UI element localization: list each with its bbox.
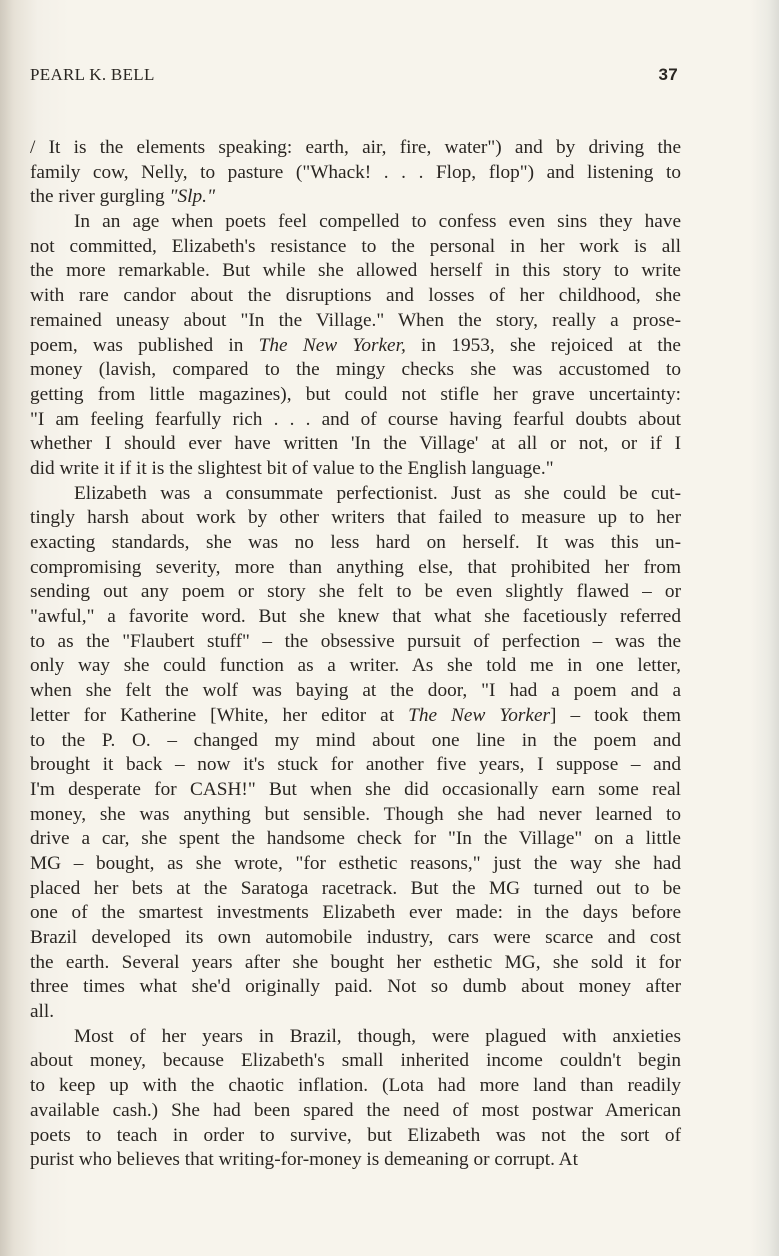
paragraph [30,482,681,1025]
text-line [30,1049,681,1074]
text-line [30,1025,681,1050]
text-run: whether I should ever have written 'In the Village' at all or not, or if I [30,433,681,455]
text-run: available cash.) She had been spared the need of most postwar American [30,1099,681,1121]
text-line [30,309,681,334]
text-run: in 1953, she rejoiced at the [405,334,681,356]
running-head [30,65,678,89]
text-line [30,284,681,309]
text-run: the earth. Several years after she bought her esthetic MG, she sold it for [30,951,681,973]
text-line [30,926,681,951]
text-run: The New Yorker [408,704,551,726]
text-run: letter for Katherine [White, her editor at [30,704,409,726]
text-line [30,185,681,210]
text-run: purist who believes that writing-for-money is demeaning or corrupt. At [30,1149,578,1171]
text-run: Most of her years in Brazil, though, were plagued with anxieties [74,1025,681,1047]
text-line [30,580,681,605]
text-run: "Slp." [169,186,216,208]
text-run: MG – bought, as she wrote, "for esthetic reasons," just the way she had [30,852,681,874]
text-run: The New Yorker, [258,334,406,356]
text-run: / It is the elements speaking: earth, air, fire, water") and by driving the [30,137,681,158]
text-line [30,877,681,902]
text-line [30,136,681,161]
text-run: brought it back – now it's stuck for another five years, I suppose – and [30,754,681,776]
text-run: only way she could function as a writer. As she told me in one letter, [30,655,681,677]
text-line [30,482,681,507]
text-line [30,951,681,976]
text-line [30,975,681,1000]
text-line [30,901,681,926]
text-line [30,408,681,433]
text-line [30,556,681,581]
paragraph [30,136,681,210]
text-run: three times what she'd originally paid. Not so dumb about money after [30,976,681,998]
text-line [30,704,681,729]
text-run: to as the "Flaubert stuff" – the obsessive pursuit of perfection – was the [30,630,681,652]
text-run: the river gurgling [30,186,170,208]
text-run: "I am feeling fearfully rich . . . and of course having fearful doubts about [30,408,681,430]
text-line [30,1124,681,1149]
text-run: sending out any poem or story she felt to be even slightly flawed – or [30,581,681,603]
text-line [30,210,681,235]
text-run: tingly harsh about work by other writers that failed to measure up to her [30,507,681,529]
text-run: poem, was published in [30,334,259,356]
body-text [30,136,681,1173]
text-run: not committed, Elizabeth's resistance to the personal in her work is all [30,235,681,257]
text-line [30,1148,681,1173]
text-run: placed her bets at the Saratoga racetrack. But the MG turned out to be [30,877,681,899]
text-line [30,679,681,704]
text-line [30,383,681,408]
text-line [30,358,681,383]
text-run: In an age when poets feel compelled to confess even sins they have [74,211,681,233]
text-run: money, she was anything but sensible. Though she had never learned to [30,803,681,825]
text-line [30,605,681,630]
text-run: family cow, Nelly, to pasture ("Whack! . . . Flop, flop") and listening to [30,161,681,183]
text-line [30,1000,681,1025]
text-run: the more remarkable. But while she allowed herself in this story to write [30,260,681,282]
text-run: all. [30,1001,55,1023]
text-line [30,729,681,754]
text-line [30,753,681,778]
text-line [30,334,681,359]
text-line [30,630,681,655]
text-line [30,235,681,260]
text-run: poets to teach in order to survive, but Elizabeth was not the sort of [30,1124,681,1146]
text-run: about money, because Elizabeth's small inherited income couldn't begin [30,1050,681,1072]
text-line [30,778,681,803]
text-run: when she felt the wolf was baying at the door, "I had a poem and a [30,680,681,702]
text-run: with rare candor about the disruptions and losses of her childhood, she [30,285,681,307]
text-run: Brazil developed its own automobile industry, cars were scarce and cost [30,927,681,948]
text-run: getting from little magazines), but could not stifle her grave uncertainty: [30,383,681,405]
text-run: to keep up with the chaotic inflation. (Lota had more land than readily [30,1075,681,1097]
running-head-author: PEARL K. BELL [30,65,155,84]
text-run: compromising severity, more than anything else, that prohibited her from [30,556,681,578]
text-line [30,259,681,284]
paragraph [30,1025,681,1173]
text-line [30,432,681,457]
text-run: "awful," a favorite word. But she knew that what she facetiously referred [30,606,681,628]
text-line [30,654,681,679]
text-run: Elizabeth was a consummate perfectionist. Just as she could be cut- [74,482,681,504]
paragraph [30,210,681,482]
text-line [30,1099,681,1124]
text-run: ] – took them [550,704,681,726]
text-run: one of the smartest investments Elizabeth ever made: in the days before [30,902,681,924]
text-run: did write it if it is the slightest bit of value to the English language." [30,457,554,479]
text-run: to the P. O. – changed my mind about one line in the poem and [30,729,681,751]
text-line [30,531,681,556]
page-number: 37 [658,65,678,84]
text-line [30,827,681,852]
text-line [30,457,681,482]
text-line [30,1074,681,1099]
text-line [30,803,681,828]
text-line [30,506,681,531]
text-line [30,852,681,877]
text-line [30,161,681,186]
text-run: remained uneasy about "In the Village." When the story, really a prose- [30,309,681,331]
text-run: I'm desperate for CASH!" But when she did occasionally earn some real [30,778,681,800]
text-run: drive a car, she spent the handsome check for "In the Village" on a little [30,828,681,850]
text-run: money (lavish, compared to the mingy checks she was accustomed to [30,359,681,381]
text-run: exacting standards, she was no less hard on herself. It was this un- [30,532,681,553]
